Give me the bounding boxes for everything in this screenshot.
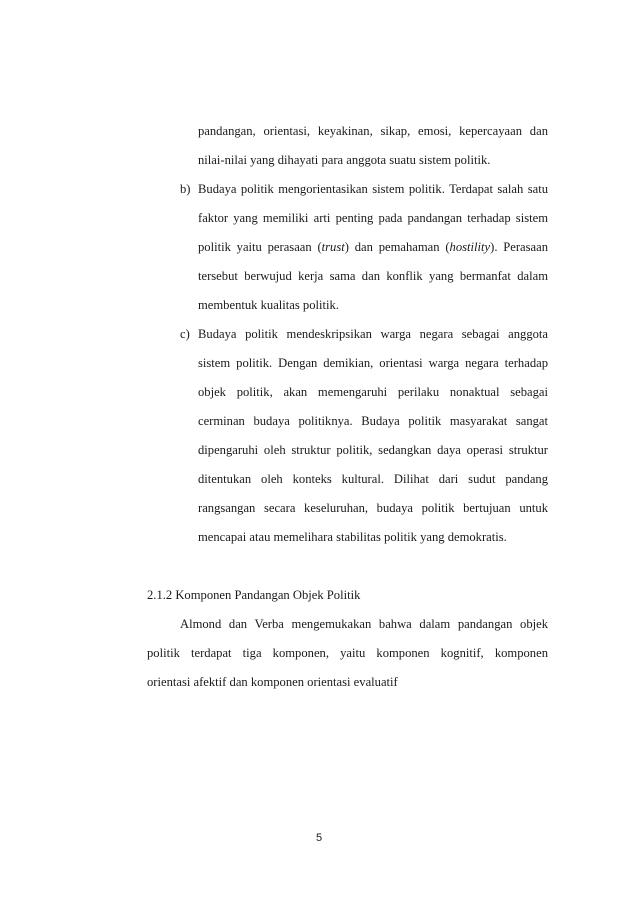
text-run: ) dan pemahaman ( bbox=[344, 240, 450, 254]
list-item-c-line: Budaya politik mendeskripsikan warga negara sebagai anggota bbox=[198, 327, 548, 341]
text-run: ). Perasaan bbox=[490, 240, 549, 254]
body-line: pandangan, orientasi, keyakinan, sikap, emosi, kepercayaan dan bbox=[198, 124, 548, 138]
paragraph-line: politik terdapat tiga komponen, yaitu komponen kognitif, komponen bbox=[147, 646, 548, 660]
list-item-c-line: ditentukan oleh konteks kultural. Dilihat dari sudut pandang bbox=[198, 472, 548, 486]
list-item-b-line bbox=[198, 239, 548, 255]
paragraph-line: orientasi afektif dan komponen orientasi evaluatif bbox=[147, 675, 398, 689]
body-line: nilai-nilai yang dihayati para anggota suatu sistem politik. bbox=[198, 153, 491, 167]
section-heading: 2.1.2 Komponen Pandangan Objek Politik bbox=[147, 588, 361, 602]
text-run: politik yaitu perasaan ( bbox=[198, 240, 322, 254]
list-item-b-line: membentuk kualitas politik. bbox=[198, 298, 339, 312]
list-item-c-line: cerminan budaya politiknya. Budaya politik masyarakat sangat bbox=[198, 414, 548, 428]
list-item-b-line: Budaya politik mengorientasikan sistem politik. Terdapat salah satu bbox=[198, 182, 548, 196]
list-item-c-line: rangsangan secara keseluruhan, budaya politik bertujuan untuk bbox=[198, 501, 548, 515]
list-item-c-line: mencapai atau memelihara stabilitas politik yang demokratis. bbox=[198, 530, 507, 544]
list-item-c-line: objek politik, akan memengaruhi perilaku nonaktual sebagai bbox=[198, 385, 548, 399]
italic-term-hostility: hostility bbox=[449, 240, 491, 254]
list-marker-c: c) bbox=[180, 327, 190, 341]
italic-term-trust: trust bbox=[321, 240, 345, 254]
page-number: 5 bbox=[315, 832, 323, 844]
list-item-c-line: sistem politik. Dengan demikian, orientasi warga negara terhadap bbox=[198, 356, 548, 370]
list-item-b-line: faktor yang memiliki arti penting pada pandangan terhadap sistem bbox=[198, 211, 548, 225]
paragraph-line: Almond dan Verba mengemukakan bahwa dalam pandangan objek bbox=[180, 617, 548, 631]
list-item-b-line: tersebut berwujud kerja sama dan konflik yang bermanfat dalam bbox=[198, 269, 548, 283]
list-marker-b: b) bbox=[180, 182, 191, 196]
list-item-c-line: dipengaruhi oleh struktur politik, sedangkan daya operasi struktur bbox=[198, 443, 548, 457]
